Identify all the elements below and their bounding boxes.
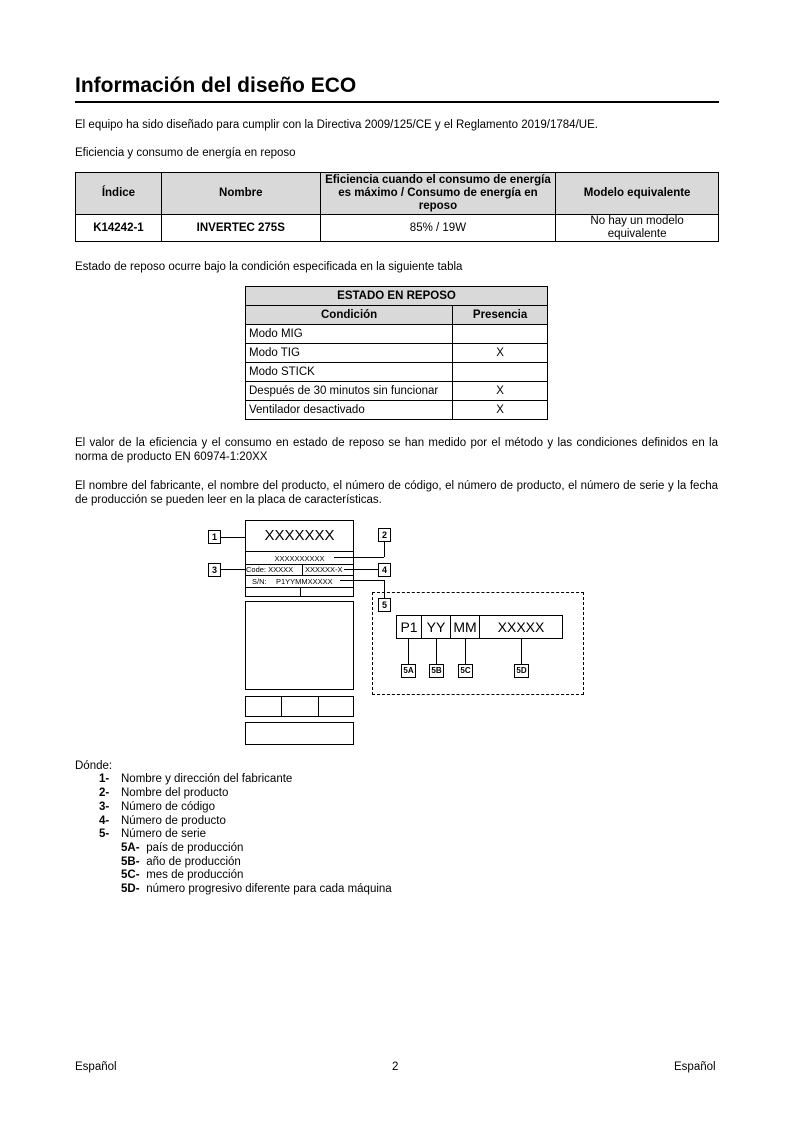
label-5d: 5D bbox=[514, 664, 529, 678]
plate-panel bbox=[245, 696, 354, 717]
intro-text: El equipo ha sido diseñado para cumplir con la Directiva 2009/125/CE y el Reglamento 2019/1784/UE. bbox=[75, 119, 598, 131]
presence-cell bbox=[453, 325, 548, 344]
callout-line bbox=[340, 580, 384, 581]
table-row bbox=[246, 382, 548, 401]
list-item bbox=[99, 787, 228, 801]
presence-cell: X bbox=[453, 344, 548, 363]
callout-1: 1 bbox=[208, 530, 221, 544]
col-header-condicion: Condición bbox=[246, 306, 453, 325]
condition-cell: Después de 30 minutos sin funcionar bbox=[246, 382, 453, 401]
efficiency-table bbox=[75, 172, 719, 242]
cell-modelo: No hay un modelo equivalente bbox=[556, 215, 719, 242]
title-underline bbox=[75, 101, 719, 103]
condition-cell: Modo MIG bbox=[246, 325, 453, 344]
plate-product-number: XXXXXX-X bbox=[305, 565, 343, 574]
legend-text: Número de producto bbox=[121, 815, 226, 827]
plate-divider bbox=[318, 696, 319, 717]
plate-manufacturer-name: XXXXXXX bbox=[264, 527, 335, 544]
serial-detail-box bbox=[372, 592, 584, 695]
legend-number: 2- bbox=[99, 787, 110, 799]
col-header-modelo: Modelo equivalente bbox=[556, 173, 719, 215]
plate-panel bbox=[245, 601, 354, 690]
list-item bbox=[121, 856, 241, 870]
condition-cell: Modo TIG bbox=[246, 344, 453, 363]
table-row bbox=[246, 363, 548, 382]
callout-2: 2 bbox=[378, 528, 391, 542]
reposo-intro: Estado de reposo ocurre bajo la condición especificada en la siguiente tabla bbox=[75, 261, 463, 273]
plate-paragraph: El nombre del fabricante, el nombre del producto, el número de código, el número de producto, el número de serie y la fecha de producción se pueden leer en la placa de características. bbox=[75, 480, 718, 506]
measure-paragraph: El valor de la eficiencia y el consumo en estado de reposo se han medido por el método y las condiciones definidos en la norma de producto EN 60974-1:20XX bbox=[75, 437, 718, 463]
plate-divider bbox=[281, 696, 282, 717]
legend-text: año de producción bbox=[146, 856, 241, 868]
where-label: Dónde: bbox=[75, 760, 113, 772]
plate-divider bbox=[302, 564, 303, 575]
plate-product-name: XXXXXXXXXX bbox=[274, 554, 325, 563]
table-header-row bbox=[246, 306, 548, 325]
condition-cell: Modo STICK bbox=[246, 363, 453, 382]
table-row bbox=[246, 401, 548, 420]
plate-divider bbox=[245, 575, 354, 576]
serial-year-cell: YY bbox=[421, 615, 451, 639]
list-item bbox=[99, 828, 206, 842]
legend-text: Número de serie bbox=[121, 828, 207, 840]
callout-line bbox=[344, 569, 378, 570]
plate-divider bbox=[245, 551, 354, 552]
page-number: 2 bbox=[392, 1061, 399, 1073]
legend-number: 3- bbox=[99, 801, 110, 813]
plate-code: Code: XXXXX bbox=[246, 565, 294, 574]
reposo-table-title: ESTADO EN REPOSO bbox=[246, 287, 548, 306]
legend-number: 5C- bbox=[121, 869, 140, 881]
page-title: Información del diseño ECO bbox=[75, 74, 357, 97]
section-subtitle: Eficiencia y consumo de energía en reposo bbox=[75, 147, 296, 159]
serial-connector bbox=[408, 639, 409, 664]
presence-cell: X bbox=[453, 382, 548, 401]
legend-text: mes de producción bbox=[146, 869, 244, 881]
legend-number: 5A- bbox=[121, 842, 140, 854]
table-row bbox=[246, 325, 548, 344]
table-row bbox=[76, 215, 719, 242]
legend-text: país de producción bbox=[146, 842, 244, 854]
list-item bbox=[121, 842, 243, 856]
col-header-indice: Índice bbox=[76, 173, 162, 215]
footer-language-left: Español bbox=[75, 1061, 117, 1073]
label-5a: 5A bbox=[401, 664, 416, 678]
callout-4: 4 bbox=[378, 563, 391, 577]
serial-connector bbox=[465, 639, 466, 664]
callout-line bbox=[221, 569, 246, 570]
list-item bbox=[99, 773, 292, 787]
serial-connector bbox=[521, 639, 522, 664]
presence-cell: X bbox=[453, 401, 548, 420]
plate-sn-label: S/N: bbox=[252, 577, 267, 586]
legend-number: 5D- bbox=[121, 883, 140, 895]
legend-text: Número de código bbox=[121, 801, 215, 813]
serial-country-cell: P1 bbox=[396, 615, 422, 639]
table-row bbox=[246, 344, 548, 363]
list-item bbox=[121, 869, 243, 883]
col-header-presencia: Presencia bbox=[453, 306, 548, 325]
list-item bbox=[121, 883, 392, 897]
callout-line bbox=[384, 542, 385, 557]
callout-5: 5 bbox=[378, 598, 391, 612]
footer-language-right: Español bbox=[674, 1061, 716, 1073]
legend-number: 5- bbox=[99, 828, 110, 840]
cell-eficiencia: 85% / 19W bbox=[320, 215, 556, 242]
label-5c: 5C bbox=[458, 664, 473, 678]
condition-cell: Ventilador desactivado bbox=[246, 401, 453, 420]
presence-cell bbox=[453, 363, 548, 382]
serial-progressive-cell: XXXXX bbox=[479, 615, 563, 639]
serial-connector bbox=[436, 639, 437, 664]
legend-number: 1- bbox=[99, 773, 110, 785]
serial-month-cell: MM bbox=[450, 615, 480, 639]
legend-text: Nombre y dirección del fabricante bbox=[121, 773, 293, 785]
list-item bbox=[99, 801, 215, 815]
plate-panel bbox=[245, 722, 354, 745]
legend-text: Nombre del producto bbox=[121, 787, 229, 799]
list-item bbox=[99, 815, 226, 829]
legend-list bbox=[75, 773, 475, 903]
callout-line bbox=[221, 537, 245, 538]
cell-nombre: INVERTEC 275S bbox=[161, 215, 320, 242]
plate-divider bbox=[300, 587, 301, 597]
col-header-eficiencia: Eficiencia cuando el consumo de energía es máximo / Consumo de energía en reposo bbox=[320, 173, 556, 215]
reposo-table bbox=[245, 286, 548, 420]
legend-number: 5B- bbox=[121, 856, 140, 868]
callout-line bbox=[334, 557, 384, 558]
callout-3: 3 bbox=[208, 563, 221, 577]
plate-serial: P1YYMMXXXXX bbox=[276, 577, 333, 586]
legend-text: número progresivo diferente para cada máquina bbox=[146, 883, 392, 895]
col-header-nombre: Nombre bbox=[161, 173, 320, 215]
legend-number: 4- bbox=[99, 815, 110, 827]
label-5b: 5B bbox=[429, 664, 444, 678]
table-header-row bbox=[76, 173, 719, 215]
cell-indice: K14242-1 bbox=[76, 215, 162, 242]
